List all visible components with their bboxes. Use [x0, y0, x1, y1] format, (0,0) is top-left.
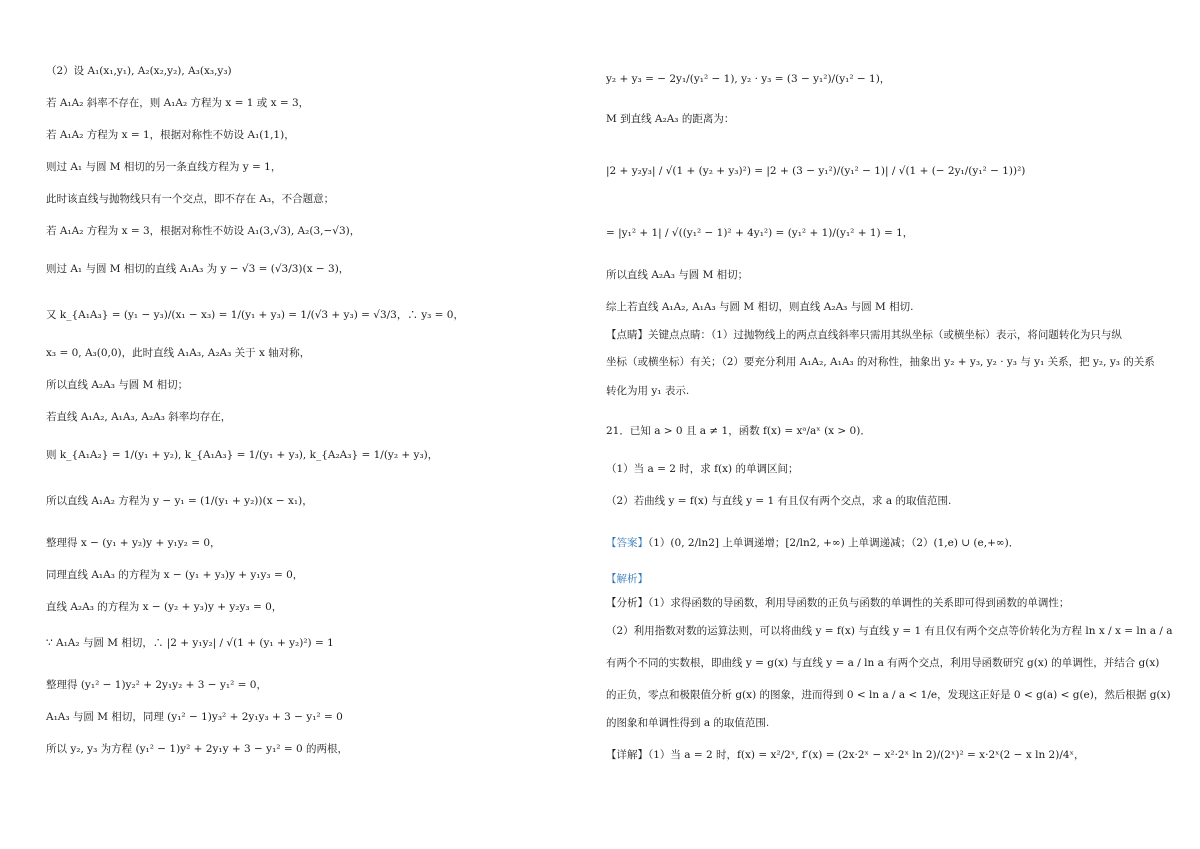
text-line: 的图象和单调性得到 a 的取值范围. — [606, 717, 770, 729]
text-line: M 到直线 A₂A₃ 的距离为： — [606, 113, 735, 125]
text-line: 所以直线 A₁A₂ 方程为 y − y₁ = (1/(y₁ + y₂))(x − x₁)， — [46, 495, 313, 507]
text-line: 综上若直线 A₁A₂, A₁A₃ 与圆 M 相切，则直线 A₂A₃ 与圆 M 相切. — [606, 301, 914, 313]
text-line: （2）设 A₁(x₁,y₁), A₂(x₂,y₂), A₃(x₃,y₃) — [46, 65, 232, 77]
note-label: 【点睛】 — [606, 329, 648, 341]
text-line: 若 A₁A₂ 斜率不存在，则 A₁A₂ 方程为 x = 1 或 x = 3， — [46, 97, 310, 109]
text-line: = |y₁² + 1| / √((y₁² − 1)² + 4y₁²) = (y₁² + 1)/(y₁² + 1) = 1， — [606, 227, 914, 239]
answer-label: 【答案】 — [606, 537, 648, 549]
text-line: 所以 y₂, y₃ 为方程 (y₁² − 1)y² + 2y₁y + 3 − y₁² = 0 的两根， — [46, 743, 349, 755]
text-line: 若 A₁A₂ 方程为 x = 1，根据对称性不妨设 A₁(1,1)， — [46, 129, 295, 141]
text-line: 整理得 x − (y₁ + y₂)y + y₁y₂ = 0， — [46, 537, 221, 549]
answer-text: （1）(0, 2/ln2] 上单调递增；[2/ln2, +∞) 上单调递减；（2）(1,e) ∪ (e,+∞)． — [648, 537, 1020, 549]
question-line: 21．已知 a > 0 且 a ≠ 1，函数 f(x) = xᵃ/aˣ (x > 0)． — [606, 425, 871, 437]
text-line: （2）利用指数对数的运算法则，可以将曲线 y = f(x) 与直线 y = 1 有且仅有两个交点等价转化为方程 ln x / x = ln a / a — [606, 625, 1173, 637]
text-line: 同理直线 A₁A₃ 的方程为 x − (y₁ + y₃)y + y₁y₃ = 0， — [46, 569, 304, 581]
text-line: x₃ = 0, A₃(0,0)，此时直线 A₁A₃, A₂A₃ 关于 x 轴对称， — [46, 347, 311, 359]
answer-line — [606, 536, 1019, 550]
text-line: A₁A₃ 与圆 M 相切，同理 (y₁² − 1)y₃² + 2y₁y₃ + 3 − y₁² = 0 — [46, 711, 343, 723]
text-line: 有两个不同的实数根，即曲线 y = g(x) 与直线 y = a / ln a 有两个交点，利用导函数研究 g(x) 的单调性，并结合 g(x) — [606, 657, 1160, 669]
text-line: |2 + y₂y₃| / √(1 + (y₂ + y₃)²) = |2 + (3 − y₁²)/(y₁² − 1)| / √(1 + (− 2y₁/(y₁² − 1))²) — [606, 165, 1026, 177]
text-line: 直线 A₂A₃ 的方程为 x − (y₂ + y₃)y + y₂y₃ = 0， — [46, 601, 283, 613]
text-line: 若 A₁A₂ 方程为 x = 3，根据对称性不妨设 A₁(3,√3), A₂(3,−√3)， — [46, 225, 361, 237]
text-line: 整理得 (y₁² − 1)y₂² + 2y₁y₂ + 3 − y₁² = 0， — [46, 679, 267, 691]
text-line: （2）若曲线 y = f(x) 与直线 y = 1 有且仅有两个交点，求 a 的取值范围. — [606, 495, 952, 507]
text-line: y₂ + y₃ = − 2y₁/(y₁² − 1), y₂ · y₃ = (3 − y₁²)/(y₁² − 1)， — [606, 73, 891, 85]
text-line: 所以直线 A₂A₃ 与圆 M 相切； — [606, 269, 749, 281]
text-line: 则过 A₁ 与圆 M 相切的直线 A₁A₃ 为 y − √3 = (√3/3)(x − 3)， — [46, 263, 350, 275]
text-line: 则过 A₁ 与圆 M 相切的另一条直线方程为 y = 1， — [46, 161, 282, 173]
note-text: 关键点点睛：（1）过抛物线上的两点直线斜率只需用其纵坐标（或横坐标）表示，将问题转化为只与纵 — [648, 329, 1122, 341]
text-line: 此时该直线与抛物线只有一个交点，即不存在 A₃，不合题意； — [46, 193, 335, 205]
text-line — [606, 328, 1122, 342]
text-line: （1）当 a = 2 时，求 f(x) 的单调区间； — [606, 463, 799, 475]
text-line: 【分析】（1）求得函数的导函数，利用导函数的正负与函数的单调性的关系即可得到函数的单调性； — [606, 597, 1070, 609]
text-line: 的正负，零点和极限值分析 g(x) 的图象，进而得到 0 < ln a / a < 1/e，发现这正好是 0 < g(a) < g(e)，然后根据 g(x) — [606, 689, 1171, 701]
text-line: 坐标（或横坐标）有关；（2）要充分利用 A₁A₂, A₁A₃ 的对称性，抽象出 y₂ + y₃, y₂ · y₃ 与 y₁ 关系，把 y₂, y₃ 的关系 — [606, 356, 1155, 368]
text-line: 【详解】（1）当 a = 2 时，f(x) = x²/2ˣ, f′(x) = (2x·2ˣ − x²·2ˣ ln 2)/(2ˣ)² = x·2ˣ(2 − x ln 2)/4ˣ， — [606, 749, 1085, 761]
text-line: 则 k_{A₁A₂} = 1/(y₁ + y₂), k_{A₁A₃} = 1/(y₁ + y₃), k_{A₂A₃} = 1/(y₂ + y₃)， — [46, 449, 439, 461]
text-line: 又 k_{A₁A₃} = (y₁ − y₃)/(x₁ − x₃) = 1/(y₁ + y₃) = 1/(√3 + y₃) = √3/3，∴ y₃ = 0， — [46, 309, 464, 321]
analysis-label: 【解析】 — [606, 573, 648, 585]
text-line: 所以直线 A₂A₃ 与圆 M 相切； — [46, 379, 189, 391]
text-line: 转化为用 y₁ 表示. — [606, 385, 690, 397]
text-line: 若直线 A₁A₂, A₁A₃, A₂A₃ 斜率均存在， — [46, 411, 232, 423]
text-line: ∵ A₁A₂ 与圆 M 相切，∴ |2 + y₁y₂| / √(1 + (y₁ + y₂)²) = 1 — [46, 637, 334, 649]
